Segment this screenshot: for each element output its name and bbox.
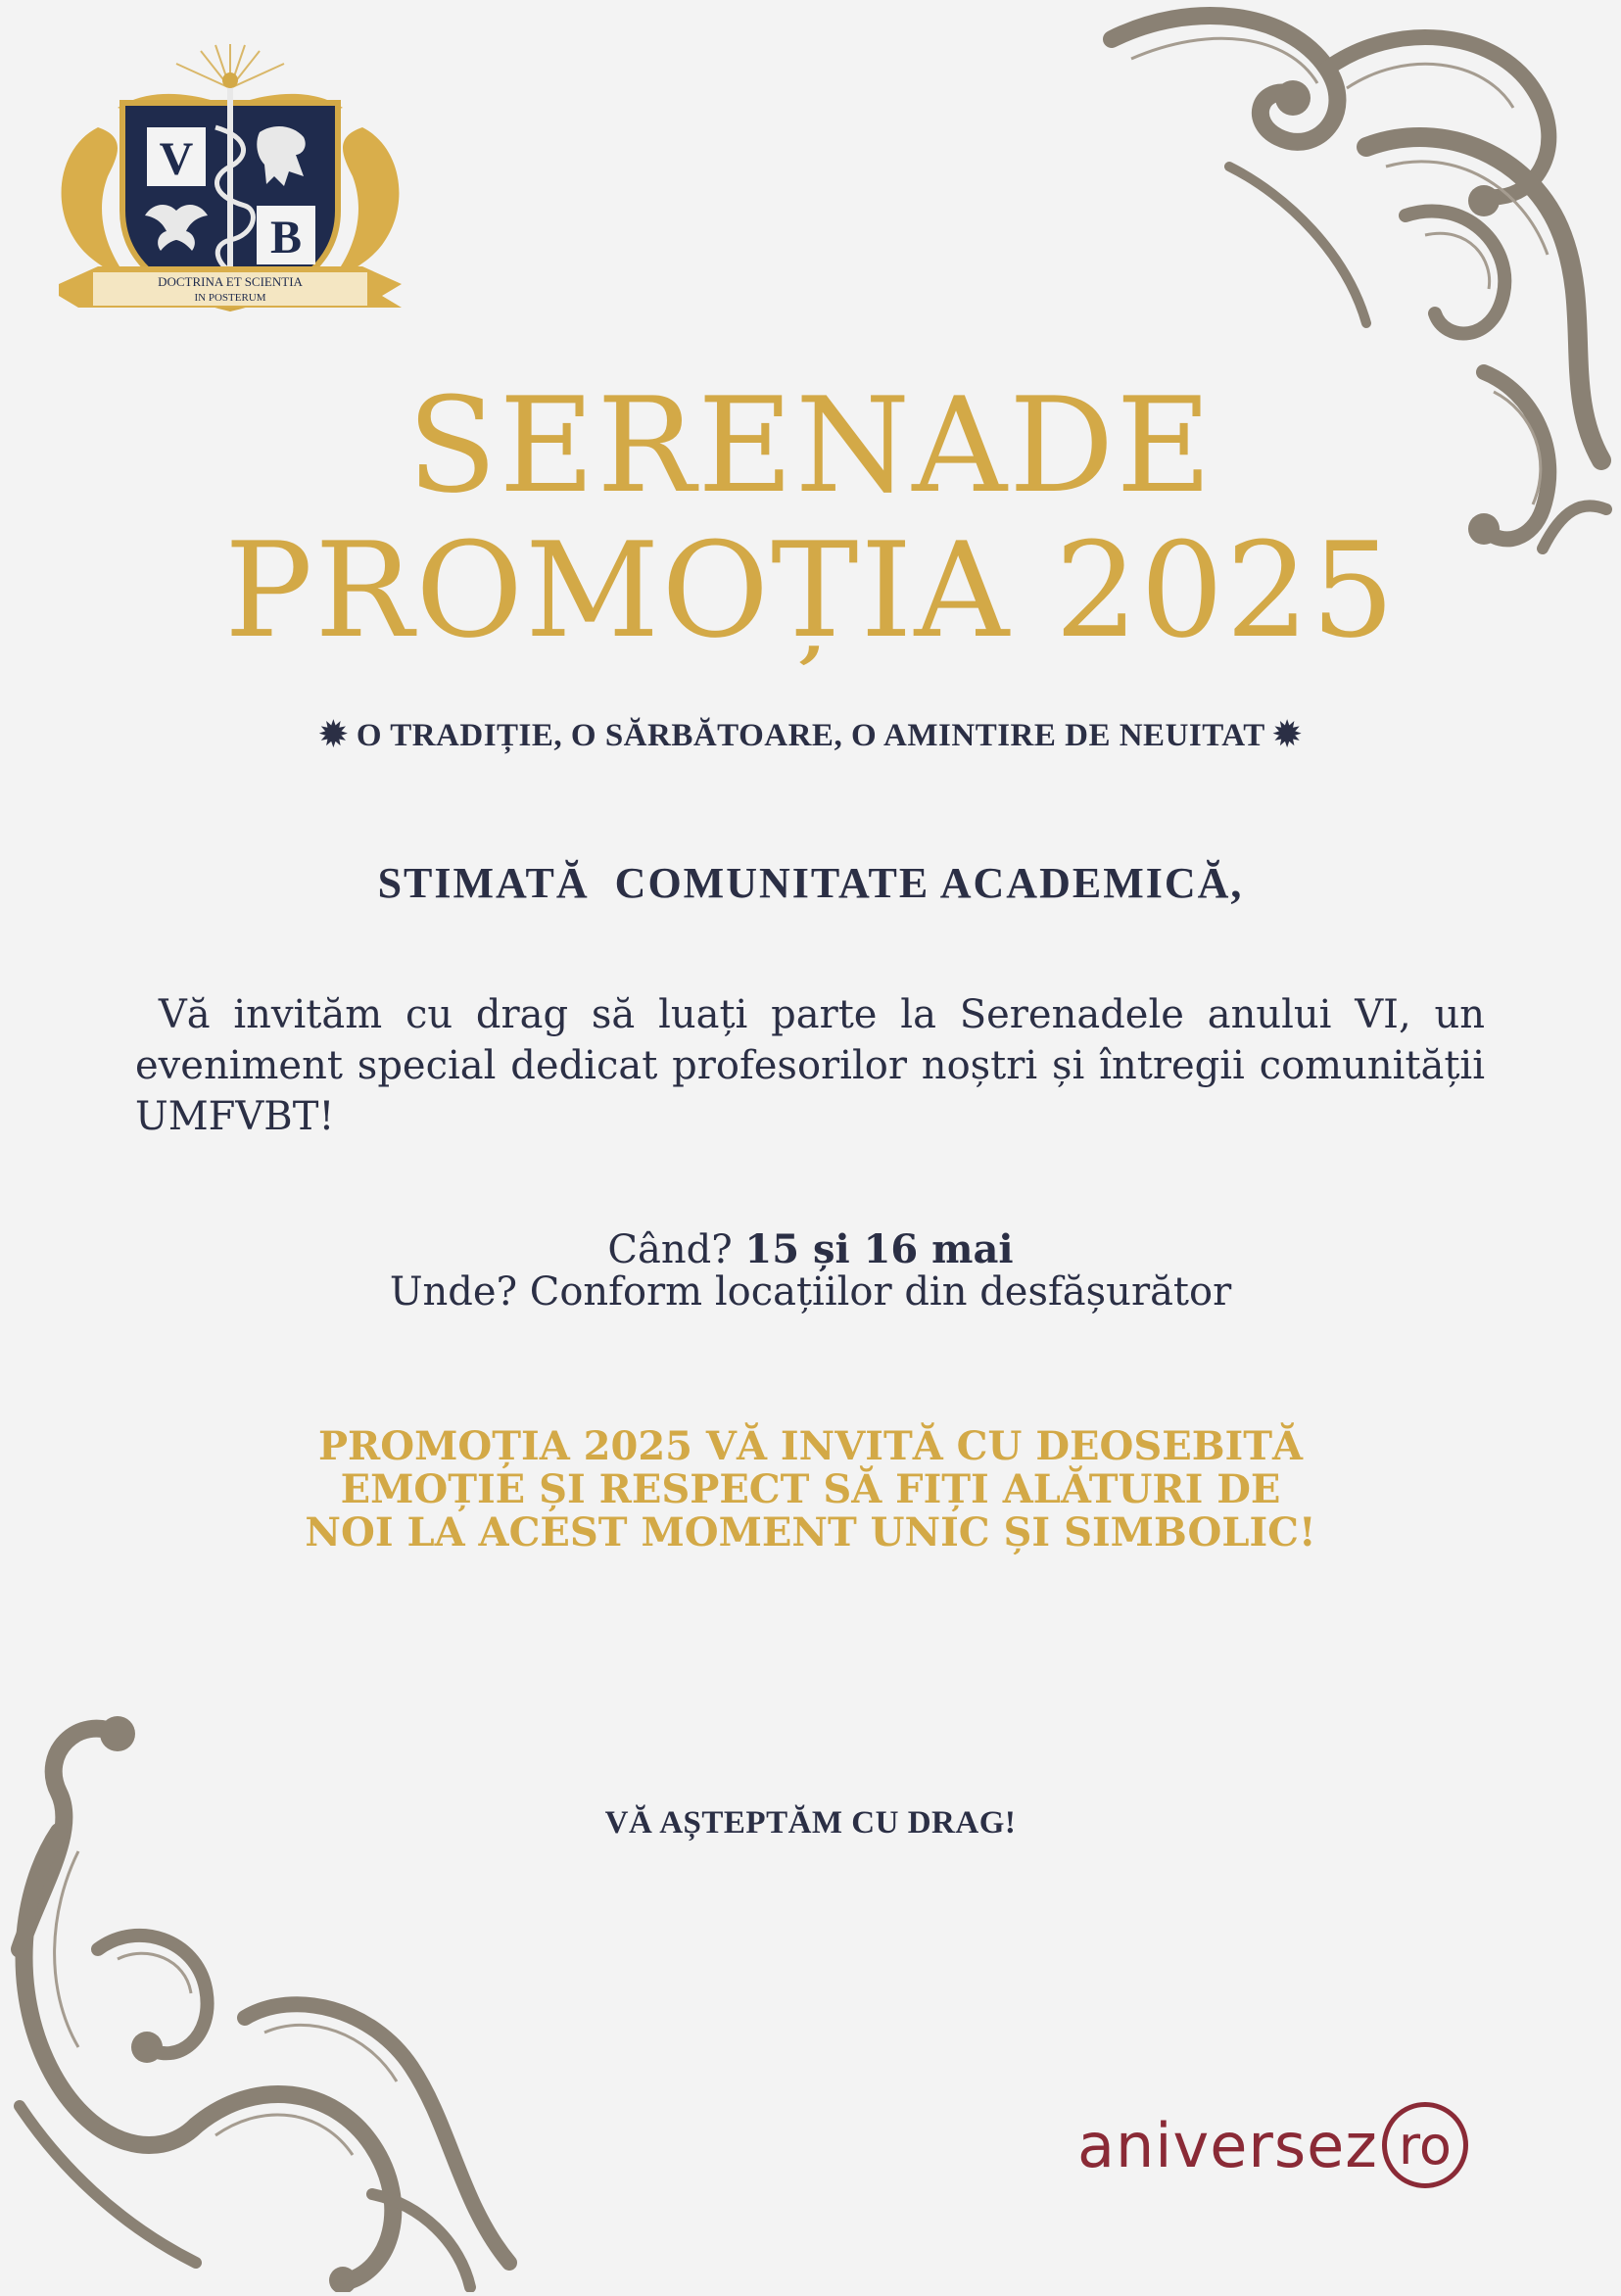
invitation-line-1: PROMOȚIA 2025 VĂ INVITĂ CU DEOSEBITĂ	[317, 1423, 1304, 1469]
salutation-heading: STIMATĂ COMUNITATE ACADEMICĂ,	[377, 859, 1244, 907]
closing-line: VĂ AȘTEPTĂM CU DRAG!	[604, 1805, 1017, 1841]
star-icon: ✹	[1272, 717, 1302, 753]
star-icon: ✹	[319, 717, 349, 753]
gold-invitation-block	[196, 1425, 1425, 1555]
event-where: Unde? Conform locațiilor din desfășurător	[389, 1269, 1232, 1315]
tagline	[0, 715, 1621, 754]
event-when	[0, 1226, 1621, 1272]
university-crest-logo	[39, 39, 421, 362]
crest-motto-line2: IN POSTERUM	[194, 292, 266, 304]
invitation-line-3: NOI LA ACEST MOMENT UNIC ȘI SIMBOLIC!	[305, 1509, 1316, 1555]
invitation-line-2: EMOȚIE ȘI RESPECT SĂ FIȚI ALĂTURI DE	[340, 1466, 1281, 1512]
crest-motto-line1: DOCTRINA ET SCIENTIA	[158, 274, 303, 289]
title-line-1: SERENADE	[406, 369, 1215, 522]
brand-circle: ro	[1382, 2102, 1468, 2188]
aniversez-brand-logo	[1077, 2096, 1567, 2194]
tagline-text: O TRADIȚIE, O SĂRBĂTOARE, O AMINTIRE DE NEUITAT	[356, 718, 1265, 753]
baroque-ornament-bottom-left	[0, 1695, 588, 2292]
when-label: Când?	[607, 1227, 745, 1272]
crest-letter-b: B	[269, 212, 303, 263]
title-line-2: PROMOȚIA 2025	[224, 514, 1397, 667]
crest-graphic	[39, 39, 421, 362]
brand-text: aniversez	[1077, 2109, 1378, 2181]
invitation-paragraph: Vă invităm cu drag să luați parte la Serenadele anului VI, un eveniment special dedicat profesorilor noștri și întregii comunității UMFVBT!	[135, 992, 1498, 1139]
crest-letter-v: V	[159, 133, 194, 185]
when-value: 15 și 16 mai	[744, 1226, 1014, 1272]
